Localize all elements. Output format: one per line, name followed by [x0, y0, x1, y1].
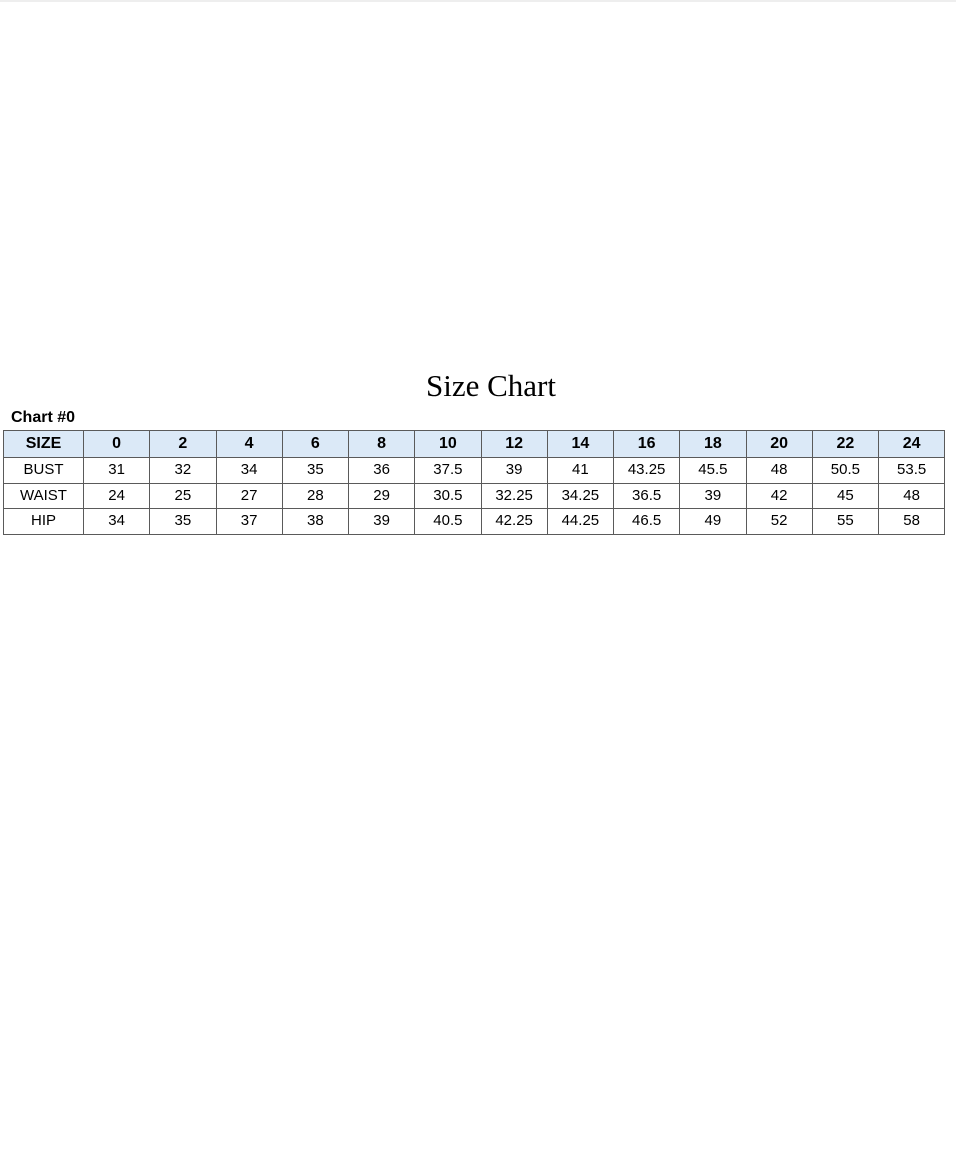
header-cell-size: SIZE: [4, 431, 84, 458]
table-cell: 45: [812, 483, 878, 509]
table-cell: 25: [150, 483, 216, 509]
header-cell: 8: [349, 431, 415, 458]
table-cell: 44.25: [547, 509, 613, 535]
row-label-bust: BUST: [4, 458, 84, 484]
header-cell: 14: [547, 431, 613, 458]
page-top-edge: [0, 0, 956, 2]
table-cell: 36: [349, 458, 415, 484]
table-row-waist: [4, 483, 945, 509]
table-cell: 36.5: [614, 483, 680, 509]
table-cell: 43.25: [614, 458, 680, 484]
header-cell: 6: [282, 431, 348, 458]
table-cell: 38: [282, 509, 348, 535]
header-cell: 12: [481, 431, 547, 458]
table-cell: 58: [879, 509, 945, 535]
table-cell: 30.5: [415, 483, 481, 509]
table-cell: 32: [150, 458, 216, 484]
table-cell: 39: [349, 509, 415, 535]
table-cell: 48: [879, 483, 945, 509]
table-cell: 31: [84, 458, 150, 484]
table-cell: 35: [150, 509, 216, 535]
header-cell: 24: [879, 431, 945, 458]
table-cell: 48: [746, 458, 812, 484]
table-cell: 35: [282, 458, 348, 484]
table-cell: 34: [84, 509, 150, 535]
table-cell: 37: [216, 509, 282, 535]
table-cell: 42: [746, 483, 812, 509]
table-cell: 24: [84, 483, 150, 509]
table-cell: 39: [680, 483, 746, 509]
header-row: [4, 431, 945, 458]
header-cell: 4: [216, 431, 282, 458]
header-cell: 18: [680, 431, 746, 458]
header-cell: 10: [415, 431, 481, 458]
header-cell: 0: [84, 431, 150, 458]
table-cell: 41: [547, 458, 613, 484]
table-cell: 46.5: [614, 509, 680, 535]
table-cell: 45.5: [680, 458, 746, 484]
header-cell: 16: [614, 431, 680, 458]
table-cell: 27: [216, 483, 282, 509]
table-cell: 29: [349, 483, 415, 509]
chart-number-label: Chart #0: [11, 409, 76, 426]
table-cell: 52: [746, 509, 812, 535]
table-cell: 53.5: [879, 458, 945, 484]
table-cell: 55: [812, 509, 878, 535]
header-cell: 22: [812, 431, 878, 458]
table-cell: 49: [680, 509, 746, 535]
table-cell: 40.5: [415, 509, 481, 535]
table-cell: 28: [282, 483, 348, 509]
table-cell: 32.25: [481, 483, 547, 509]
table-cell: 37.5: [415, 458, 481, 484]
header-cell: 20: [746, 431, 812, 458]
table-cell: 50.5: [812, 458, 878, 484]
table-cell: 39: [481, 458, 547, 484]
row-label-waist: WAIST: [4, 483, 84, 509]
row-label-hip: HIP: [4, 509, 84, 535]
header-cell: 2: [150, 431, 216, 458]
page-title: Size Chart: [426, 368, 556, 403]
table-cell: 34: [216, 458, 282, 484]
table-row-hip: [4, 509, 945, 535]
size-chart-table: [3, 430, 945, 535]
table-row-bust: [4, 458, 945, 484]
table-cell: 34.25: [547, 483, 613, 509]
table-cell: 42.25: [481, 509, 547, 535]
